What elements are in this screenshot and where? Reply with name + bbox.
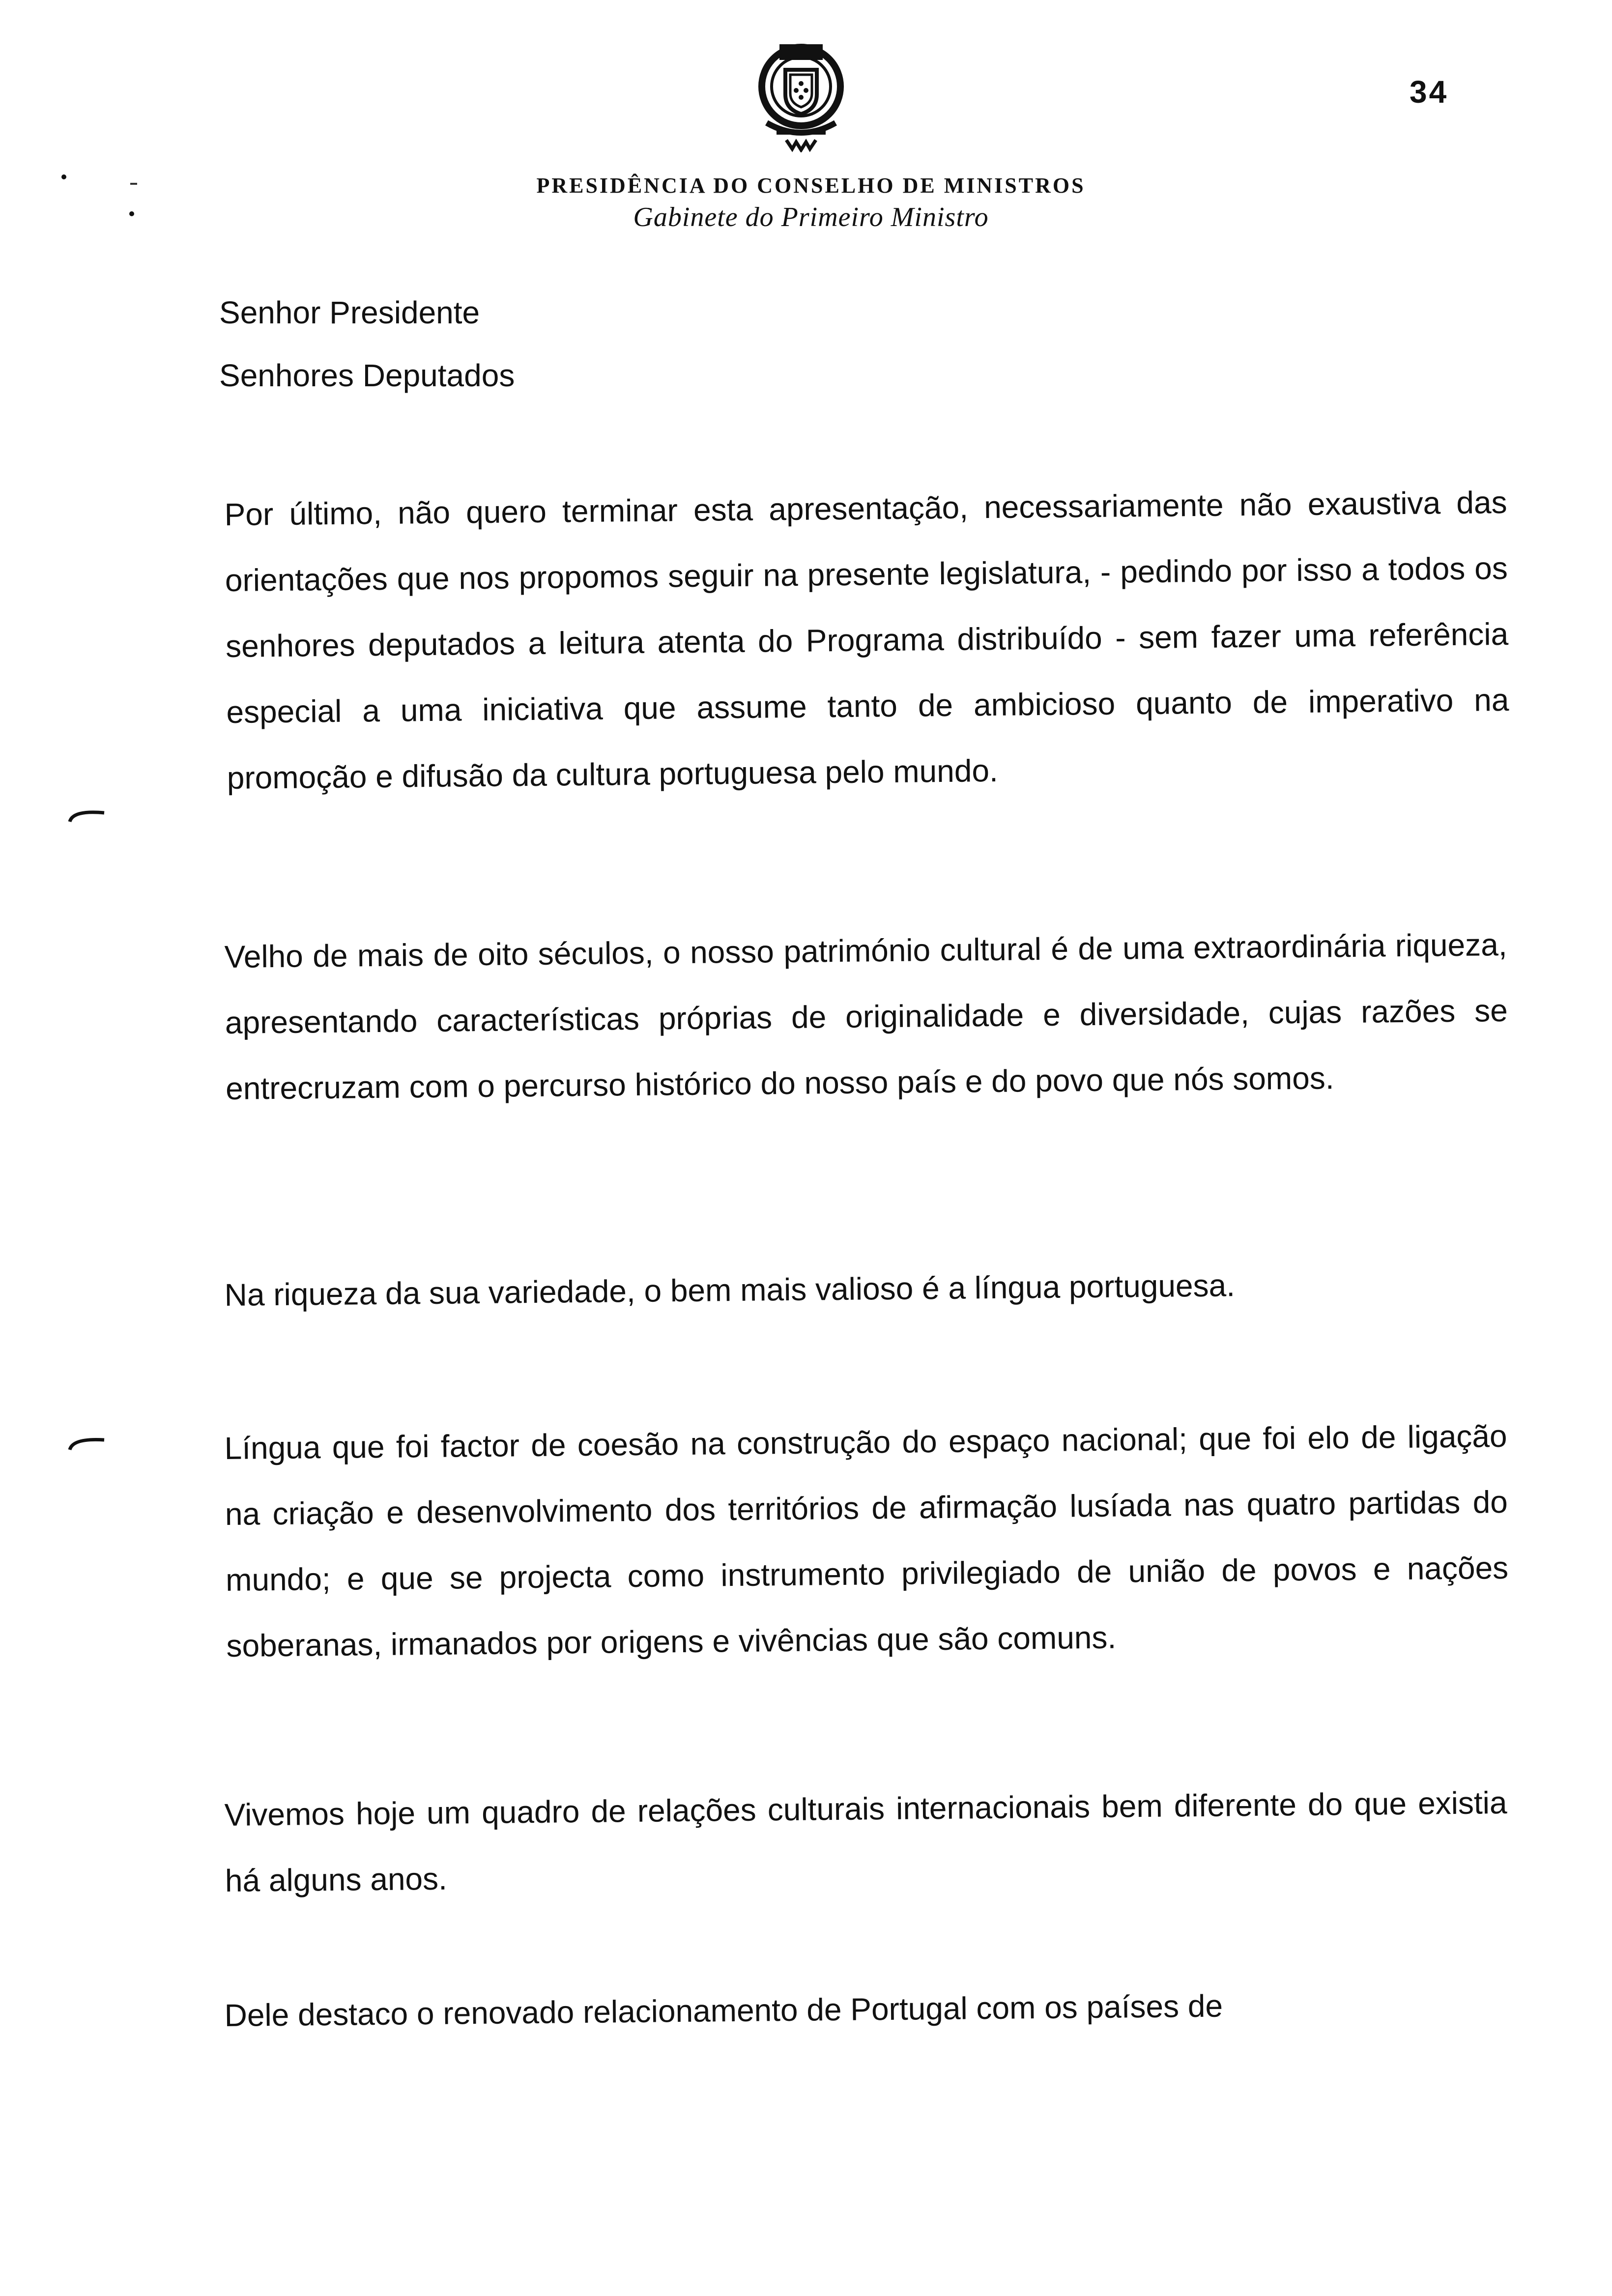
salutation-line-2: Senhores Deputados [219, 358, 515, 393]
margin-bracket-icon [68, 1433, 107, 1453]
coat-of-arms-icon [747, 39, 855, 152]
margin-dash [130, 183, 137, 185]
page-number: 34 [1410, 74, 1449, 110]
paragraph-lingua: Língua que foi factor de coesão na construção do espaço nacional; que foi elo de ligação na criação e desenvolvimento dos territórios de afirmação lusíada nas quatro partidas do mundo; e que se projecta como instrumento privilegiado de união de povos e nações soberanas, irmanados por origens e vivências que são comuns. [224, 1418, 1509, 1664]
paragraph-language: Na riqueza da sua variedade, o bem mais valioso é a língua portuguesa. [224, 1267, 1236, 1313]
salutation-line-1: Senhor Presidente [219, 295, 480, 330]
header-subtitle: Gabinete do Primeiro Ministro [633, 202, 989, 232]
header-title: PRESIDÊNCIA DO CONSELHO DE MINISTROS [536, 173, 1086, 198]
margin-dot [129, 211, 134, 216]
paragraph-intro: Por último, não quero terminar esta apresentação, necessariamente não exaustiva das orientações que nos propomos seguir na presente legislatura, - pedindo por isso a todos os senhores deputados a leitura atenta do Programa distribuído - sem fazer uma referência especial a uma iniciativa que assume tanto de ambicioso quanto de imperativo na promoção e difusão da cultura portuguesa pelo mundo. [224, 484, 1509, 796]
margin-bracket-icon [68, 805, 107, 825]
paragraph-relations: Vivemos hoje um quadro de relações culturais internacionais bem diferente do que existia há alguns anos. [224, 1784, 1507, 1898]
paragraph-heritage: Velho de mais de oito séculos, o nosso património cultural é de uma extraordinária riqueza, apresentando características próprias de originalidade e diversidade, cujas razões se entrecruzam com o percurso histórico do nosso país e do povo que nós somos. [224, 926, 1508, 1106]
paragraph-portugal: Dele destaco o renovado relacionamento de Portugal com os países de [224, 1988, 1223, 2033]
margin-dot [61, 174, 66, 179]
